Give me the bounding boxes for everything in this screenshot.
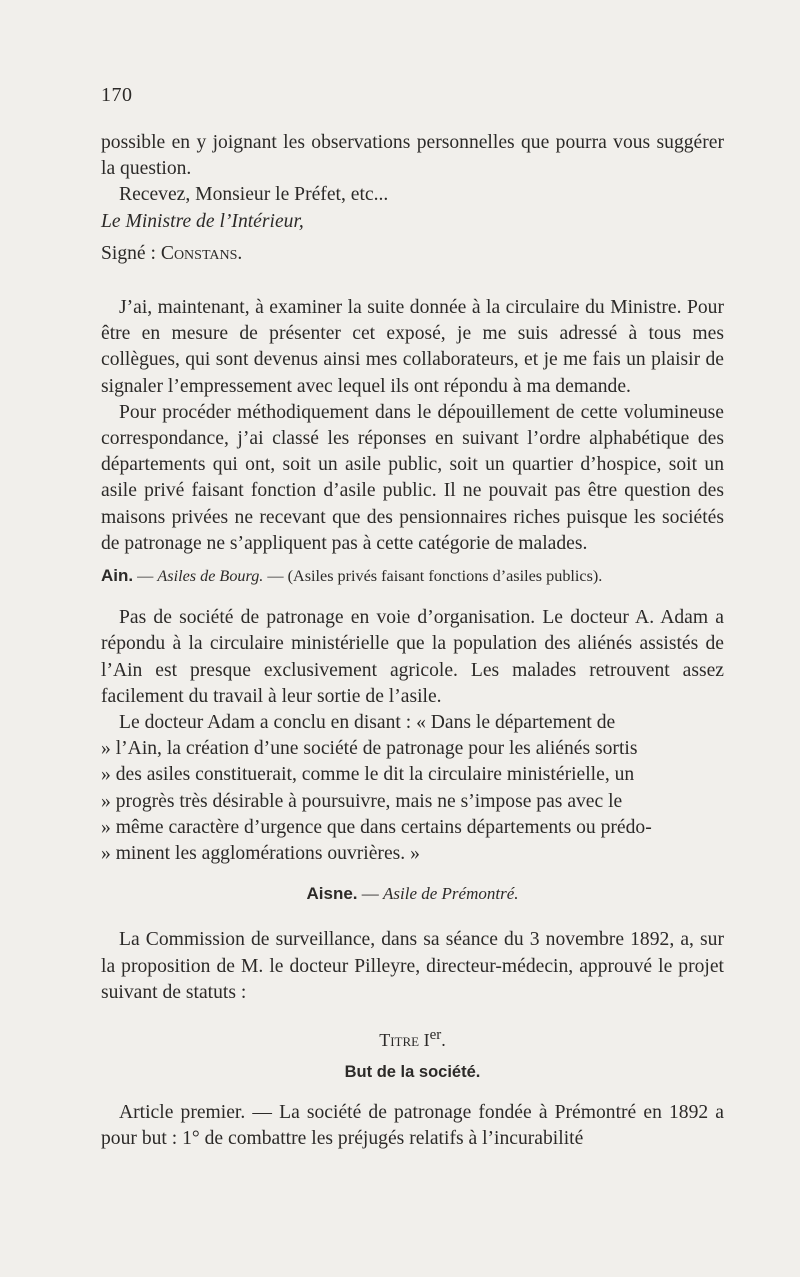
body-text <box>101 130 724 1152</box>
ain-note: (Asiles privés faisant fonctions d’asiles publics). <box>287 567 603 586</box>
quote-line: Le docteur Adam a conclu en disant : « Dans le département de <box>119 712 616 734</box>
titre-sup: er <box>429 1027 442 1044</box>
dept-name-ain: Ain. <box>101 566 134 586</box>
paragraph-7: Article premier. — La société de patronage fondée à Prémontré en 1892 a pour but : 1° de combattre les préjugés relatifs à l’incurabilité <box>101 1101 724 1149</box>
page-number: 170 <box>101 84 133 106</box>
paragraph-6: La Commission de surveillance, dans sa séance du 3 novembre 1892, a, sur la proposition de M. le docteur Pilleyre, directeur-médecin, approuvé le projet suivant de statuts : <box>101 929 724 1003</box>
quote-line: » minent les agglomérations ouvrières. » <box>101 843 420 865</box>
titre-end: . <box>441 1030 446 1051</box>
titre-word: Titre <box>379 1030 420 1051</box>
separator: — <box>133 567 158 586</box>
quote-line: » progrès très désirable à poursuivre, mais ne s’impose pas avec le <box>101 790 623 812</box>
separator: — <box>357 884 384 904</box>
but-heading: But de la société. <box>344 1063 481 1082</box>
signature-name: Constans. <box>160 242 243 264</box>
separator: — <box>263 567 288 586</box>
paragraph-4: Pour procéder méthodiquement dans le dépouillement de cette volumineuse correspondance, j’ai classé les réponses en suivant l’ordre alphabétique des départements qui ont, soit un asile public, soit un quartier d’hospice, soit un asile privé faisant fonction d’asile public. Il ne pouvait pas être question des maisons privées ne recevant que des pensionnaires riches puisque les sociétés de patronage ne s’appliquent pas à cette catégorie de malades. <box>101 401 724 554</box>
asile-name-aisne: Asile de Prémontré. <box>383 884 519 904</box>
paragraph-1: possible en y joignant les observations personnelles que pourra vous suggérer la question. <box>101 132 724 180</box>
quote-line: » même caractère d’urgence que dans certains départements ou prédo- <box>101 816 652 838</box>
section-heading-ain <box>101 563 724 589</box>
paragraph-5: Pas de société de patronage en voie d’organisation. Le docteur A. Adam a répondu à la circulaire ministérielle que la population des aliénés assistés de l’Ain est presque exclusivement agricole. Les malades retrouvent assez facilement du travail à leur sortie de l’asile. <box>101 607 724 707</box>
paragraph-closing: Recevez, Monsieur le Préfet, etc... <box>119 184 389 206</box>
signature-title: Le Ministre de l’Intérieur, <box>101 210 304 232</box>
quote-line: » l’Ain, la création d’une société de patronage pour les aliénés sortis <box>101 738 638 760</box>
dept-name-aisne: Aisne. <box>306 884 358 904</box>
quote-line: » des asiles constituerait, comme le dit la circulaire ministérielle, un <box>101 764 635 786</box>
titre-heading <box>101 1022 724 1053</box>
signature-line <box>101 241 724 267</box>
titre-num: I <box>423 1030 430 1051</box>
signature-prefix: Signé : <box>101 242 161 264</box>
asile-name-ain: Asiles de Bourg. <box>157 567 264 586</box>
section-heading-aisne <box>101 881 724 907</box>
paragraph-3: J’ai, maintenant, à examiner la suite donnée à la circulaire du Ministre. Pour être en mesure de présenter cet exposé, je me suis adressé à tous mes collègues, qui sont devenus ainsi mes collaborateurs, et je me fais un plaisir de signaler l’empressement avec lequel ils ont répondu à ma demande. <box>101 297 724 397</box>
